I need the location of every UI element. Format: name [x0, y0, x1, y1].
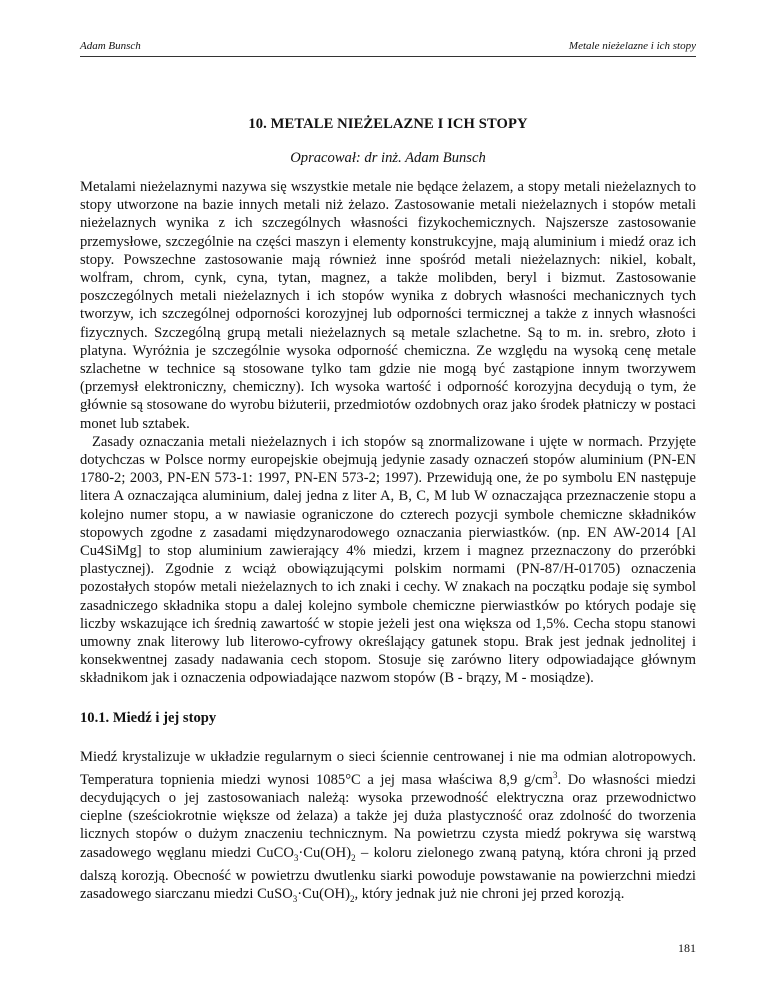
copper-text-5: ·Cu(OH) — [297, 885, 350, 902]
copper-text-4: – koloru zielonego zwaną patyną, która chroni ją przed dalszą korozją. Obecność w powietrzu dwutlenku siarki powoduje powstawanie na powierzchni miedzi zasadowego siarczanu miedzi CuSO — [80, 844, 697, 902]
copper-text-3: ·Cu(OH) — [298, 844, 352, 861]
running-header — [80, 40, 696, 52]
copper-text-6: , który jednak już nie chroni jej przed korozją. — [354, 885, 625, 902]
subscript: 2 — [349, 893, 355, 904]
header-rule — [80, 56, 696, 57]
copper-text-1: Miedź krystalizuje w układzie regularnym o sieci ściennie centrowanej i nie ma odmian alotropowych. Temperatura topnienia miedzi wynosi 1085°C a jej masa właściwa 8,9 g/cm — [80, 748, 696, 788]
section-heading: 10.1. Miedź i jej stopy — [80, 709, 217, 726]
author-line: Opracował: dr inż. Adam Bunsch — [290, 150, 486, 166]
header-author: Adam Bunsch — [80, 40, 141, 52]
copper-text-2: . Do własności miedzi decydujących o jej zastosowaniach należą: wysoka przewodność elektryczna oraz przewodnictwo cieplne (sześciokrotnie większe od żelaza) a także jej duża plastyczność oraz zdolność do tworzenia licznych stopów o dużym znaczeniu technicznym. Na powietrzu czysta miedź pokrywa się warstwą zasadowego węglanu miedzi CuCO — [80, 771, 696, 861]
copper-paragraph — [80, 748, 696, 908]
intro-paragraph: Metalami nieżelaznymi nazywa się wszystkie metale nie będące żelazem, a stopy metali nieżelaznych to stopy utworzone na bazie innych metali niż żelazo. Zastosowanie metali nieżelaznych i stopów metali nieżelaznych wynika z ich szczególnych własności fizykochemicznych. Najszersze zastosowanie przemysłowe, szczególnie na części maszyn i elementy konstrukcyjne, mają aluminium i miedź oraz ich stopy. Powszechne zastosowanie mają również inne spośród metali nieżelaznych: nikiel, kobalt, wolfram, chrom, cynk, cyna, tytan, magnez, a także molibden, beryl i bizmut. Zastosowanie poszczególnych metali nieżelaznych i ich stopów wynika z dobrych własności mechanicznych tych tworzyw, ich szczególnej odporności korozyjnej lub odporności termicznej a także z innych własności fizycznych. Szczególną grupą metali nieżelaznych są metale szlachetne. Są to m. in. srebro, złoto i platyna. Wyróżnia je szczególnie wysoka odporność chemiczna. Ze względu na wysoką cenę metale szlachetne w technice są stosowane tylko tam gdzie nie mogą być zastąpione innym tworzywem (przemysł elektroniczny, chemiczny). Ich wysoka wartość i odporność korozyjna decydują o tym, że głównie są stosowane do wyrobu biżuterii, przedmiotów ozdobnych oraz jako środek płatniczy w postaci monet lub sztabek. — [80, 179, 696, 432]
standards-paragraph: Zasady oznaczania metali nieżelaznych i ich stopów są znormalizowane i ujęte w normach. Przyjęte dotychczas w Polsce normy europejskie obejmują jedynie zasady oznaczeń stopów aluminium (PN-EN 1780-2; 2003, PN-EN 573-1: 1997, PN-EN 573-2; 1997). Przewidują one, że po symbolu EN następuje litera A oznaczająca aluminium, dalej jedna z liter A, B, C, M lub W oznaczająca przeznaczenie stopu a kolejno numer stopu, a w nawiasie ograniczone do czterech pozycji symbole chemiczne składników stopowych zgodne z zasadami międzynarodowego oznaczania pierwiastków. (np. EN AW-2014 [Al Cu4SiMg] to stop aluminium zawierający 4% miedzi, krzem i magnez przeznaczony do przeróbki plastycznej). Zgodnie z wciąż obowiązującymi polskim normami (PN-87/H-01705) oznaczenia pozostałych stopów metali nieżelaznych to ich znaki i cechy. W znakach na początku podaje się symbol zasadniczego składnika stopu a dalej kolejno symbole chemiczne pierwiastków po których podaje się liczby wskazujące ich średnią zawartość w stopie jeżeli jest ona większa od 1,5%. Cecha stopu stanowi umowny znak literowy lub literowo-cyfrowy określający gatunek stopu. Brak jest jednak jednolitej i konsekwentnej zasady nadawania cech stopom. Stosuje się zarówno litery odpowiadające głównym składnikom jak i oznaczenia odpowiadające nazwom stopów (B - brązy, M - mosiądze). — [80, 433, 696, 687]
chapter-title: 10. METALE NIEŻELAZNE I ICH STOPY — [248, 116, 528, 132]
superscript: 3 — [553, 769, 558, 780]
page-number: 181 — [678, 941, 696, 955]
subscript: 3 — [292, 893, 298, 904]
subscript: 3 — [293, 852, 299, 863]
page-body — [80, 116, 696, 908]
subscript: 2 — [351, 852, 356, 863]
header-chapter-title: Metale nieżelazne i ich stopy — [568, 40, 696, 52]
